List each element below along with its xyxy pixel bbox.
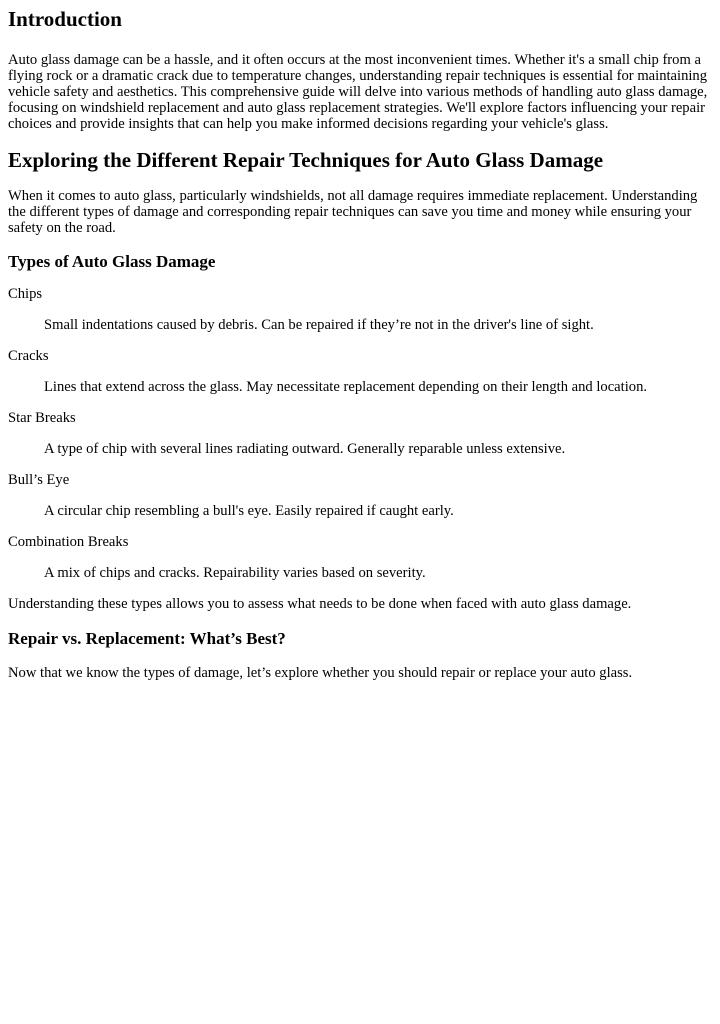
damage-description-bulls-eye: A circular chip resembling a bull's eye. Easily repaired if caught early. (44, 503, 454, 519)
introduction-paragraph: Auto glass damage can be a hassle, and it often occurs at the most inconvenient times. Whether it's a small chip from a flying rock or a dramatic crack due to temperature changes, understanding repair techniques is essential for maintaining vehicle safety and aesthetics. This comprehensive guide will delve into various methods of handling auto glass damage, focusing on windshield replacement and auto glass replacement strategies. We'll explore factors influencing your repair choices and provide insights that can help you make informed decisions regarding your vehicle's glass. (8, 52, 708, 132)
introduction-heading: Introduction (8, 7, 122, 31)
damage-term-star-breaks: Star Breaks (8, 410, 76, 426)
damage-term-combination-breaks: Combination Breaks (8, 534, 129, 550)
article (0, 7, 720, 681)
damage-description-star-breaks: A type of chip with several lines radiating outward. Generally reparable unless extensive. (44, 441, 566, 457)
techniques-paragraph: When it comes to auto glass, particularly windshields, not all damage requires immediate replacement. Understanding the different types of damage and corresponding repair techniques can save you time and money while ensuring your safety on the road. (8, 188, 698, 236)
repair-vs-replacement-heading: Repair vs. Replacement: What’s Best? (8, 629, 286, 648)
damage-types-heading: Types of Auto Glass Damage (8, 252, 216, 271)
techniques-heading: Exploring the Different Repair Techniques for Auto Glass Damage (8, 148, 604, 172)
damage-term-bulls-eye: Bull’s Eye (8, 472, 70, 488)
damage-description-chips: Small indentations caused by debris. Can be repaired if they’re not in the driver's line of sight. (44, 317, 594, 333)
damage-types-list (8, 286, 712, 582)
repair-vs-replacement-paragraph: Now that we know the types of damage, let’s explore whether you should repair or replace your auto glass. (8, 665, 633, 681)
damage-description-cracks: Lines that extend across the glass. May necessitate replacement depending on their length and location. (44, 379, 648, 395)
damage-description-combination-breaks: A mix of chips and cracks. Repairability varies based on severity. (44, 565, 426, 581)
damage-term-cracks: Cracks (8, 348, 49, 364)
damage-types-summary: Understanding these types allows you to assess what needs to be done when faced with auto glass damage. (8, 596, 632, 612)
damage-term-chips: Chips (8, 286, 43, 302)
